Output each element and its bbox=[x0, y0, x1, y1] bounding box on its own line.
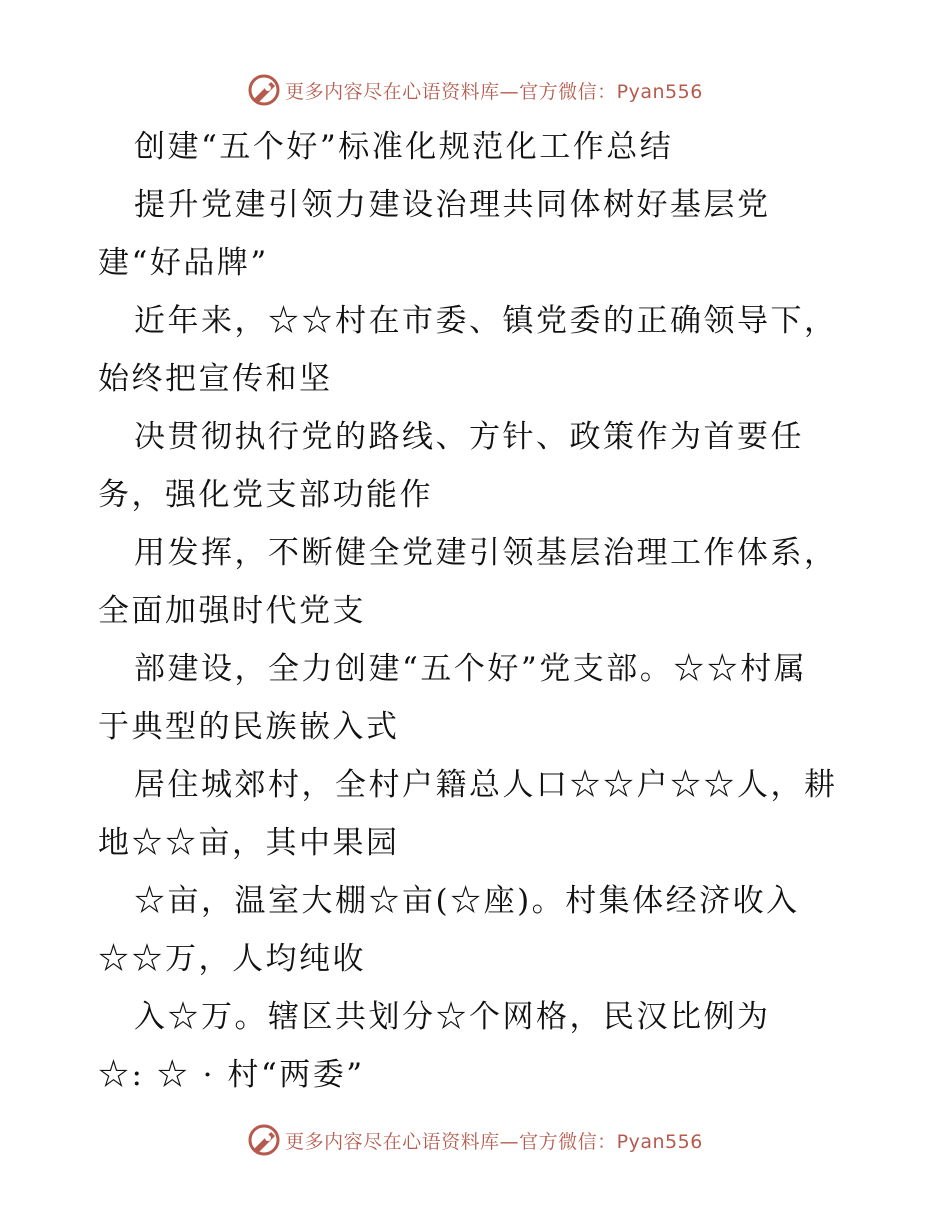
header-watermark-banner bbox=[0, 70, 950, 110]
document-subtitle-continued: 建“好品牌” bbox=[98, 245, 269, 281]
document-body bbox=[98, 118, 858, 1104]
paragraph-line: 地☆☆亩，其中果园 bbox=[98, 825, 400, 861]
paragraph-line: 部建设，全力创建“五个好”党支部。☆☆村属 bbox=[134, 651, 808, 687]
paragraph-line: 入☆万。辖区共划分☆个网格，民汉比例为 bbox=[134, 999, 771, 1035]
pen-circle-logo-icon bbox=[247, 1123, 281, 1157]
watermark-text: 更多内容尽在心语资料库—官方微信：Pyan556 bbox=[285, 1130, 703, 1153]
paragraph-line: ☆☆万，人均纯收 bbox=[98, 941, 366, 977]
paragraph-line: ☆亩，温室大棚☆亩(☆座)。村集体经济收入 bbox=[134, 883, 800, 919]
watermark-text: 更多内容尽在心语资料库—官方微信：Pyan556 bbox=[285, 80, 703, 103]
document-title: 创建“五个好”标准化规范化工作总结 bbox=[134, 129, 674, 165]
paragraph-line: 始终把宣传和坚 bbox=[98, 361, 333, 397]
paragraph-line: 于典型的民族嵌入式 bbox=[98, 709, 400, 745]
pen-circle-logo-icon bbox=[247, 73, 281, 107]
paragraph-line: 居住城郊村，全村户籍总人口☆☆户☆☆人，耕 bbox=[134, 767, 838, 803]
paragraph-line: 用发挥，不断健全党建引领基层治理工作体系， bbox=[134, 535, 838, 571]
document-subtitle: 提升党建引领力建设治理共同体树好基层党 bbox=[134, 187, 771, 223]
paragraph-line: ☆: ☆ · 村“两委” bbox=[98, 1057, 365, 1093]
paragraph-line: 近年来，☆☆村在市委、镇党委的正确领导下， bbox=[134, 303, 838, 339]
footer-watermark-banner bbox=[0, 1120, 950, 1160]
paragraph-line: 全面加强时代党支 bbox=[98, 593, 366, 629]
paragraph-line: 决贯彻执行党的路线、方针、政策作为首要任 bbox=[134, 419, 804, 455]
paragraph-line: 务，强化党支部功能作 bbox=[98, 477, 433, 513]
